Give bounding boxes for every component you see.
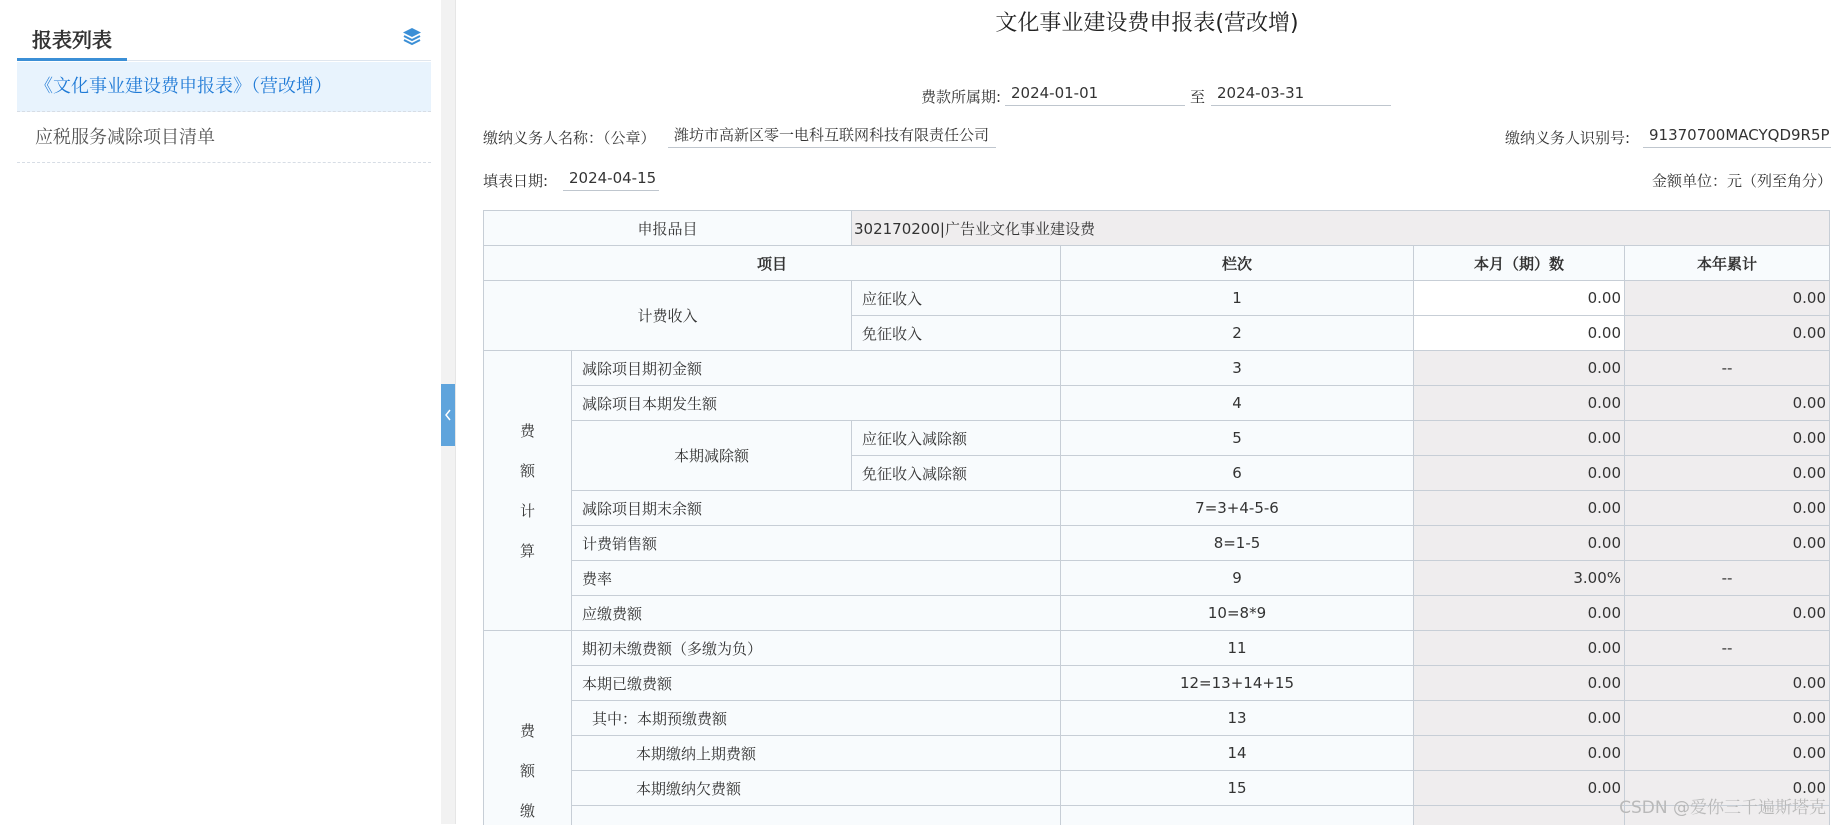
header-year-text: 本年累计 (1697, 253, 1757, 274)
row-year-value: 0.00 (1793, 499, 1826, 517)
row-column-cell (1061, 561, 1414, 596)
declaration-item-label: 申报品目 (637, 218, 697, 239)
row-month-cell (1414, 456, 1625, 491)
row-year-cell (1625, 456, 1830, 491)
row-month-cell (1414, 736, 1625, 771)
table-row-label (572, 701, 1061, 736)
row-year-value: 0.00 (1793, 289, 1826, 307)
declaration-item-label-cell (484, 211, 852, 246)
group-calc-char: 计 (520, 491, 535, 531)
watermark: CSDN @爱你三千遍斯塔克 (1619, 793, 1826, 818)
payer-name-label: 缴纳义务人名称：（公章） (483, 127, 656, 148)
row-year-cell (1625, 491, 1830, 526)
group-payment-char: 缴 (520, 791, 535, 825)
row-month-cell (1414, 526, 1625, 561)
row-year-cell (1625, 421, 1830, 456)
row-label-text: 其中：本期预缴费额 (592, 708, 727, 729)
row-month-value: 0.00 (1588, 639, 1621, 657)
header-item-text: 项目 (757, 253, 787, 274)
row-year-cell (1625, 526, 1830, 561)
row-column-cell (1061, 666, 1414, 701)
row-month-value: 0.00 (1588, 394, 1621, 412)
row-month-value: 0.00 (1588, 499, 1621, 517)
row-month-cell (1414, 631, 1625, 666)
period-start-field[interactable]: 2024-01-01 (1005, 80, 1185, 106)
table-row-label (852, 456, 1061, 491)
row-month-cell (1414, 701, 1625, 736)
row-label-text: 免征收入减除额 (862, 463, 967, 484)
row-month-value: 0.00 (1588, 604, 1621, 622)
row-column-text: 12=13+14+15 (1180, 674, 1294, 692)
header-year (1625, 246, 1830, 281)
table-row-label (572, 771, 1061, 806)
table-row-label (852, 421, 1061, 456)
sidebar-item-declaration-form[interactable] (17, 62, 431, 112)
deduct-group-label: 本期减除额 (674, 445, 749, 466)
row-month-value: 0.00 (1588, 359, 1621, 377)
row-month-value: 0.00 (1588, 674, 1621, 692)
period-label: 费款所属期: (921, 86, 1001, 107)
row-column-text: 15 (1227, 779, 1246, 797)
table-row-label (572, 806, 1061, 825)
row-year-cell (1625, 561, 1830, 596)
row-year-value: 0.00 (1793, 604, 1826, 622)
fill-date-field[interactable]: 2024-04-15 (563, 165, 659, 191)
row-column-cell (1061, 316, 1414, 351)
table-row-label (572, 666, 1061, 701)
report-title: 文化事业建设费申报表(营改增) (456, 6, 1838, 37)
row-label-text: 本期缴纳上期费额 (636, 743, 756, 764)
payer-id-field[interactable]: 91370700MACYQD9R5P (1643, 122, 1831, 148)
table-row-label (572, 526, 1061, 561)
row-year-value: 0.00 (1793, 709, 1826, 727)
row-month-value: 3.00% (1573, 569, 1621, 587)
row-year-value: 0.00 (1793, 429, 1826, 447)
row-label-text: 应征收入 (862, 288, 922, 309)
row-year-cell (1625, 316, 1830, 351)
row-year-value: 0.00 (1793, 534, 1826, 552)
row-month-input[interactable] (1414, 316, 1625, 351)
sidebar (0, 0, 442, 824)
row-column-cell (1061, 596, 1414, 631)
row-column-cell (1061, 736, 1414, 771)
row-column-cell (1061, 771, 1414, 806)
table-row-label (572, 596, 1061, 631)
group-income-cell (484, 281, 852, 351)
row-month-cell (1414, 771, 1625, 806)
row-month-cell (1414, 666, 1625, 701)
group-payment-cell (484, 631, 572, 825)
table-row-label (572, 631, 1061, 666)
row-month-cell (1414, 561, 1625, 596)
row-year-value: 0.00 (1793, 744, 1826, 762)
row-label-text: 本期缴纳欠费额 (636, 778, 741, 799)
row-month-value: 0.00 (1588, 779, 1621, 797)
group-calc-char: 费 (520, 411, 535, 451)
row-column-text: 3 (1232, 359, 1242, 377)
row-label-text: 减除项目期初金额 (582, 358, 702, 379)
row-month-value: 0.00 (1588, 429, 1621, 447)
row-month-value: 0.00 (1588, 464, 1621, 482)
row-column-text: 8=1-5 (1214, 534, 1261, 552)
row-month-cell (1414, 491, 1625, 526)
row-column-cell (1061, 491, 1414, 526)
row-month-input[interactable] (1414, 281, 1625, 316)
sidebar-item-label: 应税服务减除项目清单 (35, 127, 215, 148)
sidebar-title: 报表列表 (32, 24, 112, 53)
row-column-text: 4 (1232, 394, 1242, 412)
declaration-item-value-cell (852, 211, 1830, 246)
row-month-cell (1414, 351, 1625, 386)
row-column-cell (1061, 806, 1414, 825)
header-item (484, 246, 1061, 281)
row-month-value: 0.00 (1588, 744, 1621, 762)
fill-date-label: 填表日期: (483, 170, 548, 191)
period-to-label: 至 (1190, 86, 1205, 107)
table-row-label (572, 386, 1061, 421)
row-column-cell (1061, 456, 1414, 491)
row-label-text: 计费销售额 (582, 533, 657, 554)
group-calc-char: 算 (520, 531, 535, 571)
row-label-text: 费率 (582, 568, 612, 589)
row-year-cell (1625, 351, 1830, 386)
row-column-cell (1061, 386, 1414, 421)
row-column-text: 10=8*9 (1208, 604, 1266, 622)
row-column-text: 13 (1227, 709, 1246, 727)
collapse-sidebar-button[interactable] (441, 384, 455, 446)
row-column-text: 2 (1232, 324, 1242, 342)
table-row-label (572, 351, 1061, 386)
row-year-cell (1625, 736, 1830, 771)
row-year-value: 0.00 (1793, 674, 1826, 692)
row-label-text: 减除项目期末余额 (582, 498, 702, 519)
row-month-cell (1414, 596, 1625, 631)
row-year-cell (1625, 631, 1830, 666)
period-end-field[interactable]: 2024-03-31 (1211, 80, 1391, 106)
row-year-value: 0.00 (1793, 779, 1826, 797)
header-column (1061, 246, 1414, 281)
chevron-left-icon (444, 409, 452, 421)
row-label-text: 应征收入减除额 (862, 428, 967, 449)
layers-icon[interactable] (401, 26, 423, 48)
group-payment-char: 额 (520, 751, 535, 791)
table-row-label (852, 316, 1061, 351)
row-month-value: 0.00 (1588, 289, 1621, 307)
group-payment-char: 费 (520, 711, 535, 751)
payer-id-label: 缴纳义务人识别号: (1505, 127, 1630, 148)
group-calc-char: 额 (520, 451, 535, 491)
sidebar-title-underline (17, 58, 127, 61)
sidebar-item-label: 《文化事业建设费申报表》（营改增） (35, 76, 332, 97)
declaration-item-value: 302170200|广告业文化事业建设费 (854, 218, 1095, 239)
row-month-cell (1414, 806, 1625, 825)
table-row-label (852, 281, 1061, 316)
row-month-cell (1414, 421, 1625, 456)
row-column-cell (1061, 701, 1414, 736)
row-year-cell (1625, 701, 1830, 736)
row-column-cell (1061, 281, 1414, 316)
row-year-value: -- (1722, 639, 1733, 657)
row-month-value: 0.00 (1588, 534, 1621, 552)
row-month-cell (1414, 386, 1625, 421)
header-month-text: 本月（期）数 (1474, 253, 1564, 274)
table-row-label (572, 736, 1061, 771)
payer-name-field[interactable]: 潍坊市高新区零一电科互联网科技有限责任公司 (668, 122, 996, 148)
sidebar-header (17, 14, 431, 61)
table-row-label (572, 491, 1061, 526)
row-year-cell (1625, 596, 1830, 631)
row-month-value: 0.00 (1588, 324, 1621, 342)
group-income-label: 计费收入 (637, 305, 697, 326)
row-label-text: 应缴费额 (582, 603, 642, 624)
row-column-cell (1061, 421, 1414, 456)
row-year-value: 0.00 (1793, 394, 1826, 412)
row-label-text: 本期已缴费额 (582, 673, 672, 694)
row-label-text: 免征收入 (862, 323, 922, 344)
row-year-value: 0.00 (1793, 464, 1826, 482)
row-column-text: 11 (1227, 639, 1246, 657)
row-year-value: -- (1722, 359, 1733, 377)
row-label-text: 减除项目本期发生额 (582, 393, 717, 414)
row-column-text: 5 (1232, 429, 1242, 447)
row-column-text: 14 (1227, 744, 1246, 762)
sidebar-item-deduction-list[interactable] (17, 113, 431, 163)
amount-unit-label: 金额单位：元（列至角分） (1652, 170, 1832, 191)
row-year-value: 0.00 (1793, 324, 1826, 342)
row-month-value: 0.00 (1588, 709, 1621, 727)
header-column-text: 栏次 (1222, 253, 1252, 274)
group-calc-cell (484, 351, 572, 631)
row-column-cell (1061, 631, 1414, 666)
row-label-text: 期初未缴费额（多缴为负） (582, 638, 762, 659)
row-year-cell (1625, 281, 1830, 316)
row-year-value: -- (1722, 569, 1733, 587)
row-year-cell (1625, 666, 1830, 701)
row-column-cell (1061, 351, 1414, 386)
row-column-text: 7=3+4-5-6 (1195, 499, 1279, 517)
table-row-label (572, 561, 1061, 596)
row-column-cell (1061, 526, 1414, 561)
header-month (1414, 246, 1625, 281)
row-year-cell (1625, 386, 1830, 421)
deduct-group-cell (572, 421, 852, 491)
row-column-text: 1 (1232, 289, 1242, 307)
declaration-table (483, 210, 1830, 825)
row-column-text: 6 (1232, 464, 1242, 482)
row-column-text: 9 (1232, 569, 1242, 587)
